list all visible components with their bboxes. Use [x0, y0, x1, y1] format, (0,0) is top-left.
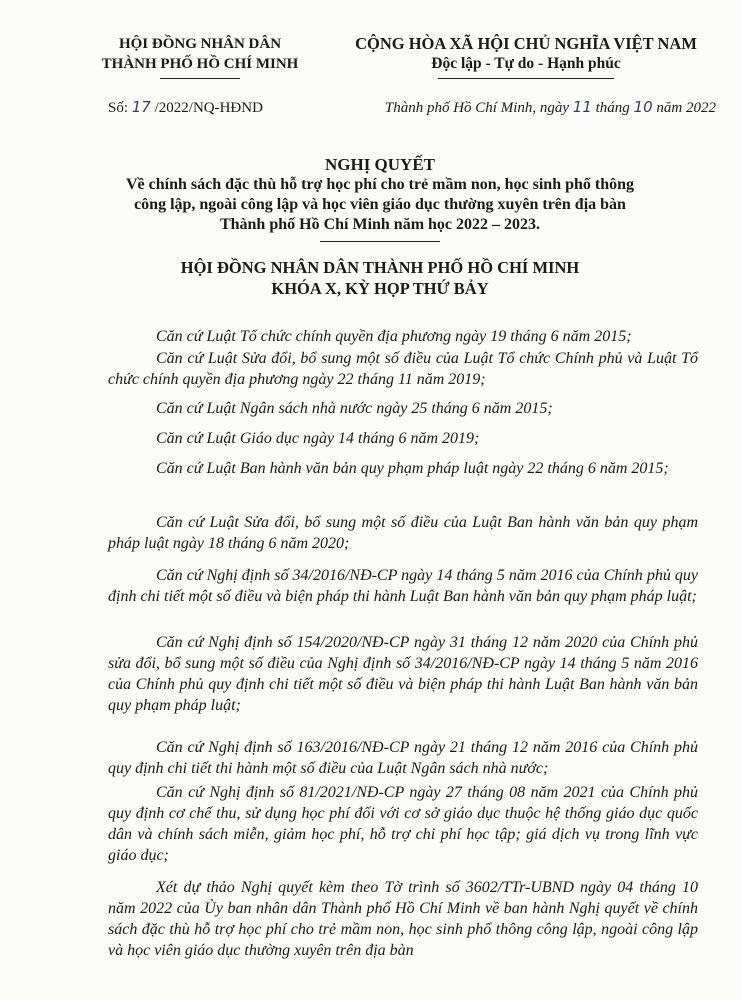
org-underline [160, 78, 240, 79]
org-name-line1: HỘI ĐỒNG NHÂN DÂN [118, 36, 282, 52]
title-underline [320, 241, 440, 242]
date-part2: tháng [591, 100, 634, 116]
paragraph-9: Căn cứ Nghị định số 163/2016/NĐ-CP ngày 21 tháng 12 năm 2016 của Chính phủ quy định chi tiết thi hành một số điều của Luật Ngân sách nhà nước; [108, 739, 698, 777]
title-line4: Thành phố Hồ Chí Minh năm học 2022 – 2023. [219, 216, 541, 233]
paragraph-10: Căn cứ Nghị định số 81/2021/NĐ-CP ngày 27 tháng 08 năm 2021 của Chính phủ quy định cơ chế thu, sử dụng học phí đối với cơ sở giáo dục thuộc hệ thống giáo dục quốc dân và chính sách miễn, giảm học phí, hỗ trợ chi phí học tập; giá dịch vụ trong lĩnh vực giáo dục; [108, 784, 698, 864]
council-line2: KHÓA X, KỲ HỌP THỨ BẢY [271, 279, 489, 298]
paragraph-7: Căn cứ Nghị định số 34/2016/NĐ-CP ngày 14 tháng 5 năm 2016 của Chính phủ quy định chi tiết một số điều và biện pháp thi hành Luật Ban hành văn bản quy phạm pháp luật; [108, 567, 698, 605]
issue-date [336, 98, 716, 117]
issuing-organization [70, 34, 330, 74]
paragraph-3: Căn cứ Luật Ngân sách nhà nước ngày 25 tháng 6 năm 2015; [156, 400, 553, 417]
paragraph-1: Căn cứ Luật Tổ chức chính quyền địa phương ngày 19 tháng 6 năm 2015; [156, 328, 632, 345]
date-part3: năm 2022 [652, 100, 716, 116]
paragraph-6: Căn cứ Luật Sửa đổi, bổ sung một số điều của Luật Ban hành văn bản quy phạm pháp luật ngày 18 tháng 6 năm 2020; [108, 514, 698, 552]
document-title [60, 155, 700, 235]
paragraph-8: Căn cứ Nghị định số 154/2020/NĐ-CP ngày 31 tháng 12 năm 2020 của Chính phủ sửa đổi, bổ sung một số điều của Nghị định số 34/2016/NĐ-CP ngày 14 tháng 5 năm 2016 của Chính phủ quy định chi tiết một số điều và biện pháp thi hành Luật Ban hành văn bản quy phạm pháp luật; [108, 634, 698, 714]
date-part1: Thành phố Hồ Chí Minh, ngày [384, 100, 573, 116]
title-line3: công lập, ngoài công lập và học viên giáo dục thường xuyên trên địa bàn [134, 196, 626, 213]
motto-underline [438, 78, 614, 79]
paragraph-11: Xét dự thảo Nghị quyết kèm theo Tờ trình số 3602/TTr-UBND ngày 04 tháng 10 năm 2022 của Ủy ban nhân dân Thành phố Hồ Chí Minh về ban hành Nghị quyết về chính sách đặc thù hỗ trợ học phí cho trẻ mầm non, học sinh phổ thông công lập, ngoài công lập và học viên giáo dục thường xuyên trên địa bàn [108, 879, 698, 959]
paragraph-4: Căn cứ Luật Giáo dục ngày 14 tháng 6 năm 2019; [156, 430, 480, 447]
paragraph-2: Căn cứ Luật Sửa đổi, bổ sung một số điều của Luật Tổ chức Chính phủ và Luật Tổ chức chính quyền địa phương ngày 22 tháng 11 năm 2019; [108, 350, 698, 388]
paragraph-5: Căn cứ Luật Ban hành văn bản quy phạm pháp luật ngày 22 tháng 6 năm 2015; [156, 460, 669, 477]
number-handwritten: 17 [131, 98, 151, 116]
council-heading [60, 257, 700, 299]
title-line2: Về chính sách đặc thù hỗ trợ học phí cho trẻ mầm non, học sinh phổ thông [125, 176, 635, 193]
motto: Độc lập - Tự do - Hạnh phúc [431, 55, 621, 72]
number-prefix: Số: [108, 100, 132, 116]
document-number [108, 98, 263, 117]
council-line1: HỘI ĐỒNG NHÂN DÂN THÀNH PHỐ HỒ CHÍ MINH [180, 258, 580, 277]
date-month: 10 [633, 98, 653, 116]
country-name: CỘNG HÒA XÃ HỘI CHỦ NGHĨA VIỆT NAM [355, 34, 697, 53]
number-suffix: /2022/NQ-HĐND [150, 100, 263, 116]
org-name-line2: THÀNH PHỐ HỒ CHÍ MINH [101, 56, 299, 72]
date-day: 11 [572, 98, 592, 116]
title-heading: NGHỊ QUYẾT [324, 155, 436, 174]
national-motto [336, 34, 716, 74]
